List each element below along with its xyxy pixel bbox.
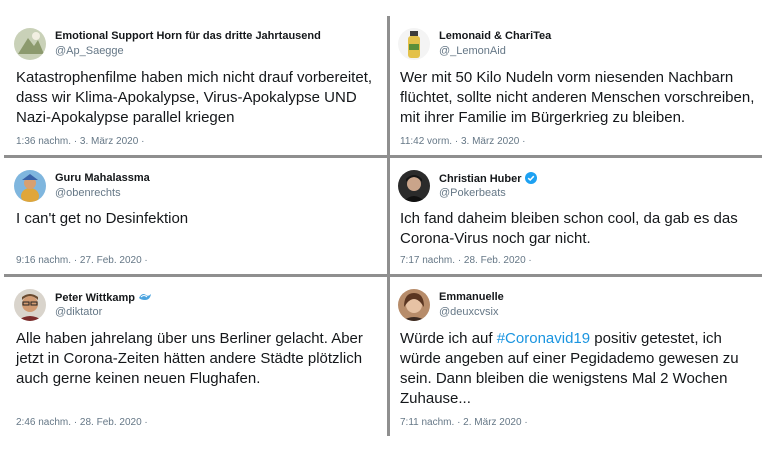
display-name[interactable] — [439, 172, 537, 185]
tweet-text-part: positiv getestet, ich würde angeben auf einer Pegidademo gewesen zu sein. Dann bleiben die wenigstens Mal 2 Wochen Zuhause... — [400, 330, 739, 407]
tweet-timestamp[interactable]: 7:11 nachm. · 2. März 2020 · — [400, 417, 528, 428]
avatar[interactable] — [14, 170, 46, 202]
tweet-timestamp[interactable]: 7:17 nachm. · 28. Feb. 2020 · — [400, 255, 532, 266]
user-handle[interactable]: @diktator — [55, 306, 103, 318]
tweet-timestamp[interactable]: 1:36 nachm. · 3. März 2020 · — [16, 136, 145, 147]
tweet-card[interactable] — [390, 277, 762, 436]
tweet-card[interactable] — [390, 16, 762, 155]
tweet-grid — [4, 16, 762, 436]
display-name-text: Peter Wittkamp — [55, 292, 135, 304]
tweet-card[interactable] — [4, 16, 387, 155]
user-handle[interactable]: @_LemonAid — [439, 45, 506, 57]
avatar[interactable] — [398, 289, 430, 321]
display-name-text: Christian Huber — [439, 173, 522, 185]
verified-badge-icon — [525, 172, 537, 184]
avatar[interactable] — [14, 289, 46, 321]
display-name[interactable]: Lemonaid & ChariTea — [439, 30, 552, 42]
tweet-text: Katastrophenfilme haben mich nicht drauf vorbereitet, dass wir Klima-Apokalypse, Virus-Apokalypse UND Nazi-Apokalypse parallel kriegen — [16, 69, 373, 126]
tweet-text: I can't get no Desinfektion — [16, 210, 189, 227]
tweet-text: Ich fand daheim bleiben schon cool, da gab es das Corona-Virus noch gar nicht. — [400, 210, 738, 247]
avatar[interactable] — [398, 28, 430, 60]
tweet-timestamp[interactable]: 11:42 vorm. · 3. März 2020 · — [400, 136, 526, 147]
tweet-timestamp[interactable]: 2:46 nachm. · 28. Feb. 2020 · — [16, 417, 148, 428]
wave-emoji-icon — [138, 291, 152, 303]
tweet-card[interactable] — [4, 158, 387, 274]
tweet-text: Wer mit 50 Kilo Nudeln vorm niesenden Nachbarn flüchtet, sollte nicht anderen Menschen vorschreiben, mit ihrer Familie im Bürgerkrieg zu bleiben. — [400, 69, 755, 126]
avatar[interactable] — [398, 170, 430, 202]
user-handle[interactable]: @deuxcvsix — [439, 306, 499, 318]
user-handle[interactable]: @Pokerbeats — [439, 187, 506, 199]
display-name[interactable]: Emmanuelle — [439, 291, 504, 303]
tweet-card[interactable] — [4, 277, 387, 436]
display-name[interactable]: Emotional Support Horn für das dritte Jahrtausend — [55, 30, 321, 42]
tweet-timestamp[interactable]: 9:16 nachm. · 27. Feb. 2020 · — [16, 255, 148, 266]
hashtag-link[interactable]: #Coronavid19 — [496, 330, 591, 347]
display-name[interactable] — [55, 291, 152, 304]
tweet-card[interactable] — [390, 158, 762, 274]
avatar[interactable] — [14, 28, 46, 60]
user-handle[interactable]: @Ap_Saegge — [55, 45, 124, 57]
display-name[interactable]: Guru Mahalassma — [55, 172, 150, 184]
tweet-text — [400, 329, 760, 409]
tweet-text-part: Würde ich auf — [400, 330, 497, 347]
user-handle[interactable]: @obenrechts — [55, 187, 121, 199]
tweet-text: Alle haben jahrelang über uns Berliner gelacht. Aber jetzt in Corona-Zeiten hätten andere Städte plötzlich auch gerne keinen neuen Flughafen. — [16, 330, 363, 387]
